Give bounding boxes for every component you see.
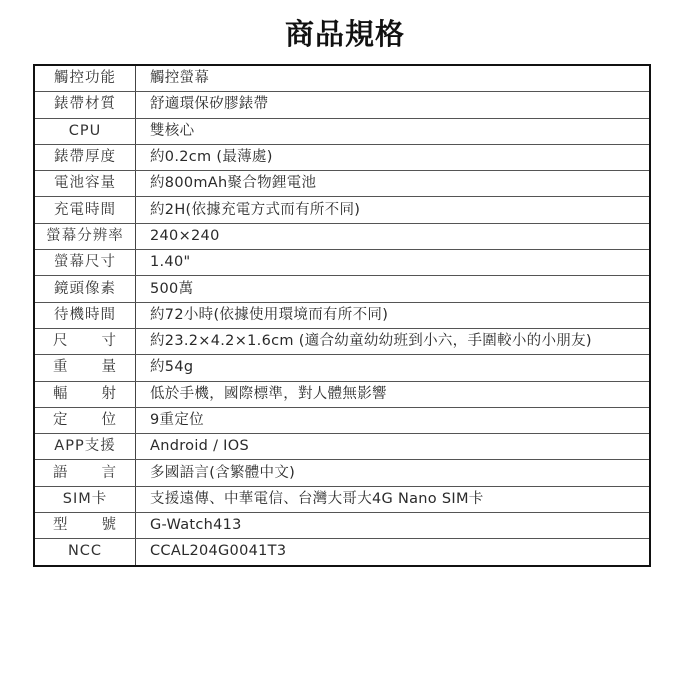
- table-row: [34, 407, 650, 433]
- table-row: [34, 144, 650, 170]
- spec-label: CPU: [34, 118, 136, 144]
- spec-label: 充電時間: [34, 197, 136, 223]
- spec-label: 錶帶材質: [34, 92, 136, 118]
- table-row: [34, 92, 650, 118]
- spec-value: CCAL204G0041T3: [136, 539, 651, 566]
- spec-label: 型號: [34, 513, 136, 539]
- table-row: [34, 434, 650, 460]
- spec-value: 舒適環保矽膠錶帶: [136, 92, 651, 118]
- spec-label: 定位: [34, 407, 136, 433]
- spec-label: SIM卡: [34, 486, 136, 512]
- spec-label: 鏡頭像素: [34, 276, 136, 302]
- spec-value: 1.40": [136, 250, 651, 276]
- table-row: [34, 381, 650, 407]
- table-row: [34, 328, 650, 354]
- table-row: [34, 276, 650, 302]
- table-row: [34, 171, 650, 197]
- spec-label: 待機時間: [34, 302, 136, 328]
- spec-value: 約0.2cm (最薄處): [136, 144, 651, 170]
- table-row: [34, 65, 650, 92]
- spec-label: 重量: [34, 355, 136, 381]
- spec-value: 約54g: [136, 355, 651, 381]
- spec-value: 240×240: [136, 223, 651, 249]
- spec-label: 螢幕尺寸: [34, 250, 136, 276]
- spec-label: 錶帶厚度: [34, 144, 136, 170]
- spec-value: 觸控螢幕: [136, 65, 651, 92]
- table-row: [34, 539, 650, 566]
- spec-label: 輻射: [34, 381, 136, 407]
- spec-value: 約72小時(依據使用環境而有所不同): [136, 302, 651, 328]
- spec-label: 觸控功能: [34, 65, 136, 92]
- spec-label: 尺寸: [34, 328, 136, 354]
- table-row: [34, 223, 650, 249]
- spec-label: 語言: [34, 460, 136, 486]
- spec-value: 低於手機，國際標準，對人體無影響: [136, 381, 651, 407]
- table-row: [34, 197, 650, 223]
- spec-value: 約23.2×4.2×1.6cm (適合幼童幼幼班到小六，手圍較小的小朋友): [136, 328, 651, 354]
- page-title: 商品規格: [284, 17, 405, 51]
- spec-value: Android / IOS: [136, 434, 651, 460]
- spec-label: 電池容量: [34, 171, 136, 197]
- table-row: [34, 513, 650, 539]
- spec-value: 多國語言(含繁體中文): [136, 460, 651, 486]
- spec-label: NCC: [34, 539, 136, 566]
- spec-value: 9重定位: [136, 407, 651, 433]
- table-row: [34, 460, 650, 486]
- table-row: [34, 486, 650, 512]
- table-row: [34, 250, 650, 276]
- spec-value: G-Watch413: [136, 513, 651, 539]
- spec-value: 雙核心: [136, 118, 651, 144]
- table-row: [34, 302, 650, 328]
- table-row: [34, 355, 650, 381]
- spec-label: 螢幕分辨率: [34, 223, 136, 249]
- table-row: [34, 118, 650, 144]
- spec-table: [33, 64, 651, 567]
- spec-value: 500萬: [136, 276, 651, 302]
- spec-value: 約800mAh聚合物鋰電池: [136, 171, 651, 197]
- spec-value: 支援遠傳、中華電信、台灣大哥大4G Nano SIM卡: [136, 486, 651, 512]
- spec-table-body: [34, 65, 650, 566]
- spec-value: 約2H(依據充電方式而有所不同): [136, 197, 651, 223]
- spec-label: APP支援: [34, 434, 136, 460]
